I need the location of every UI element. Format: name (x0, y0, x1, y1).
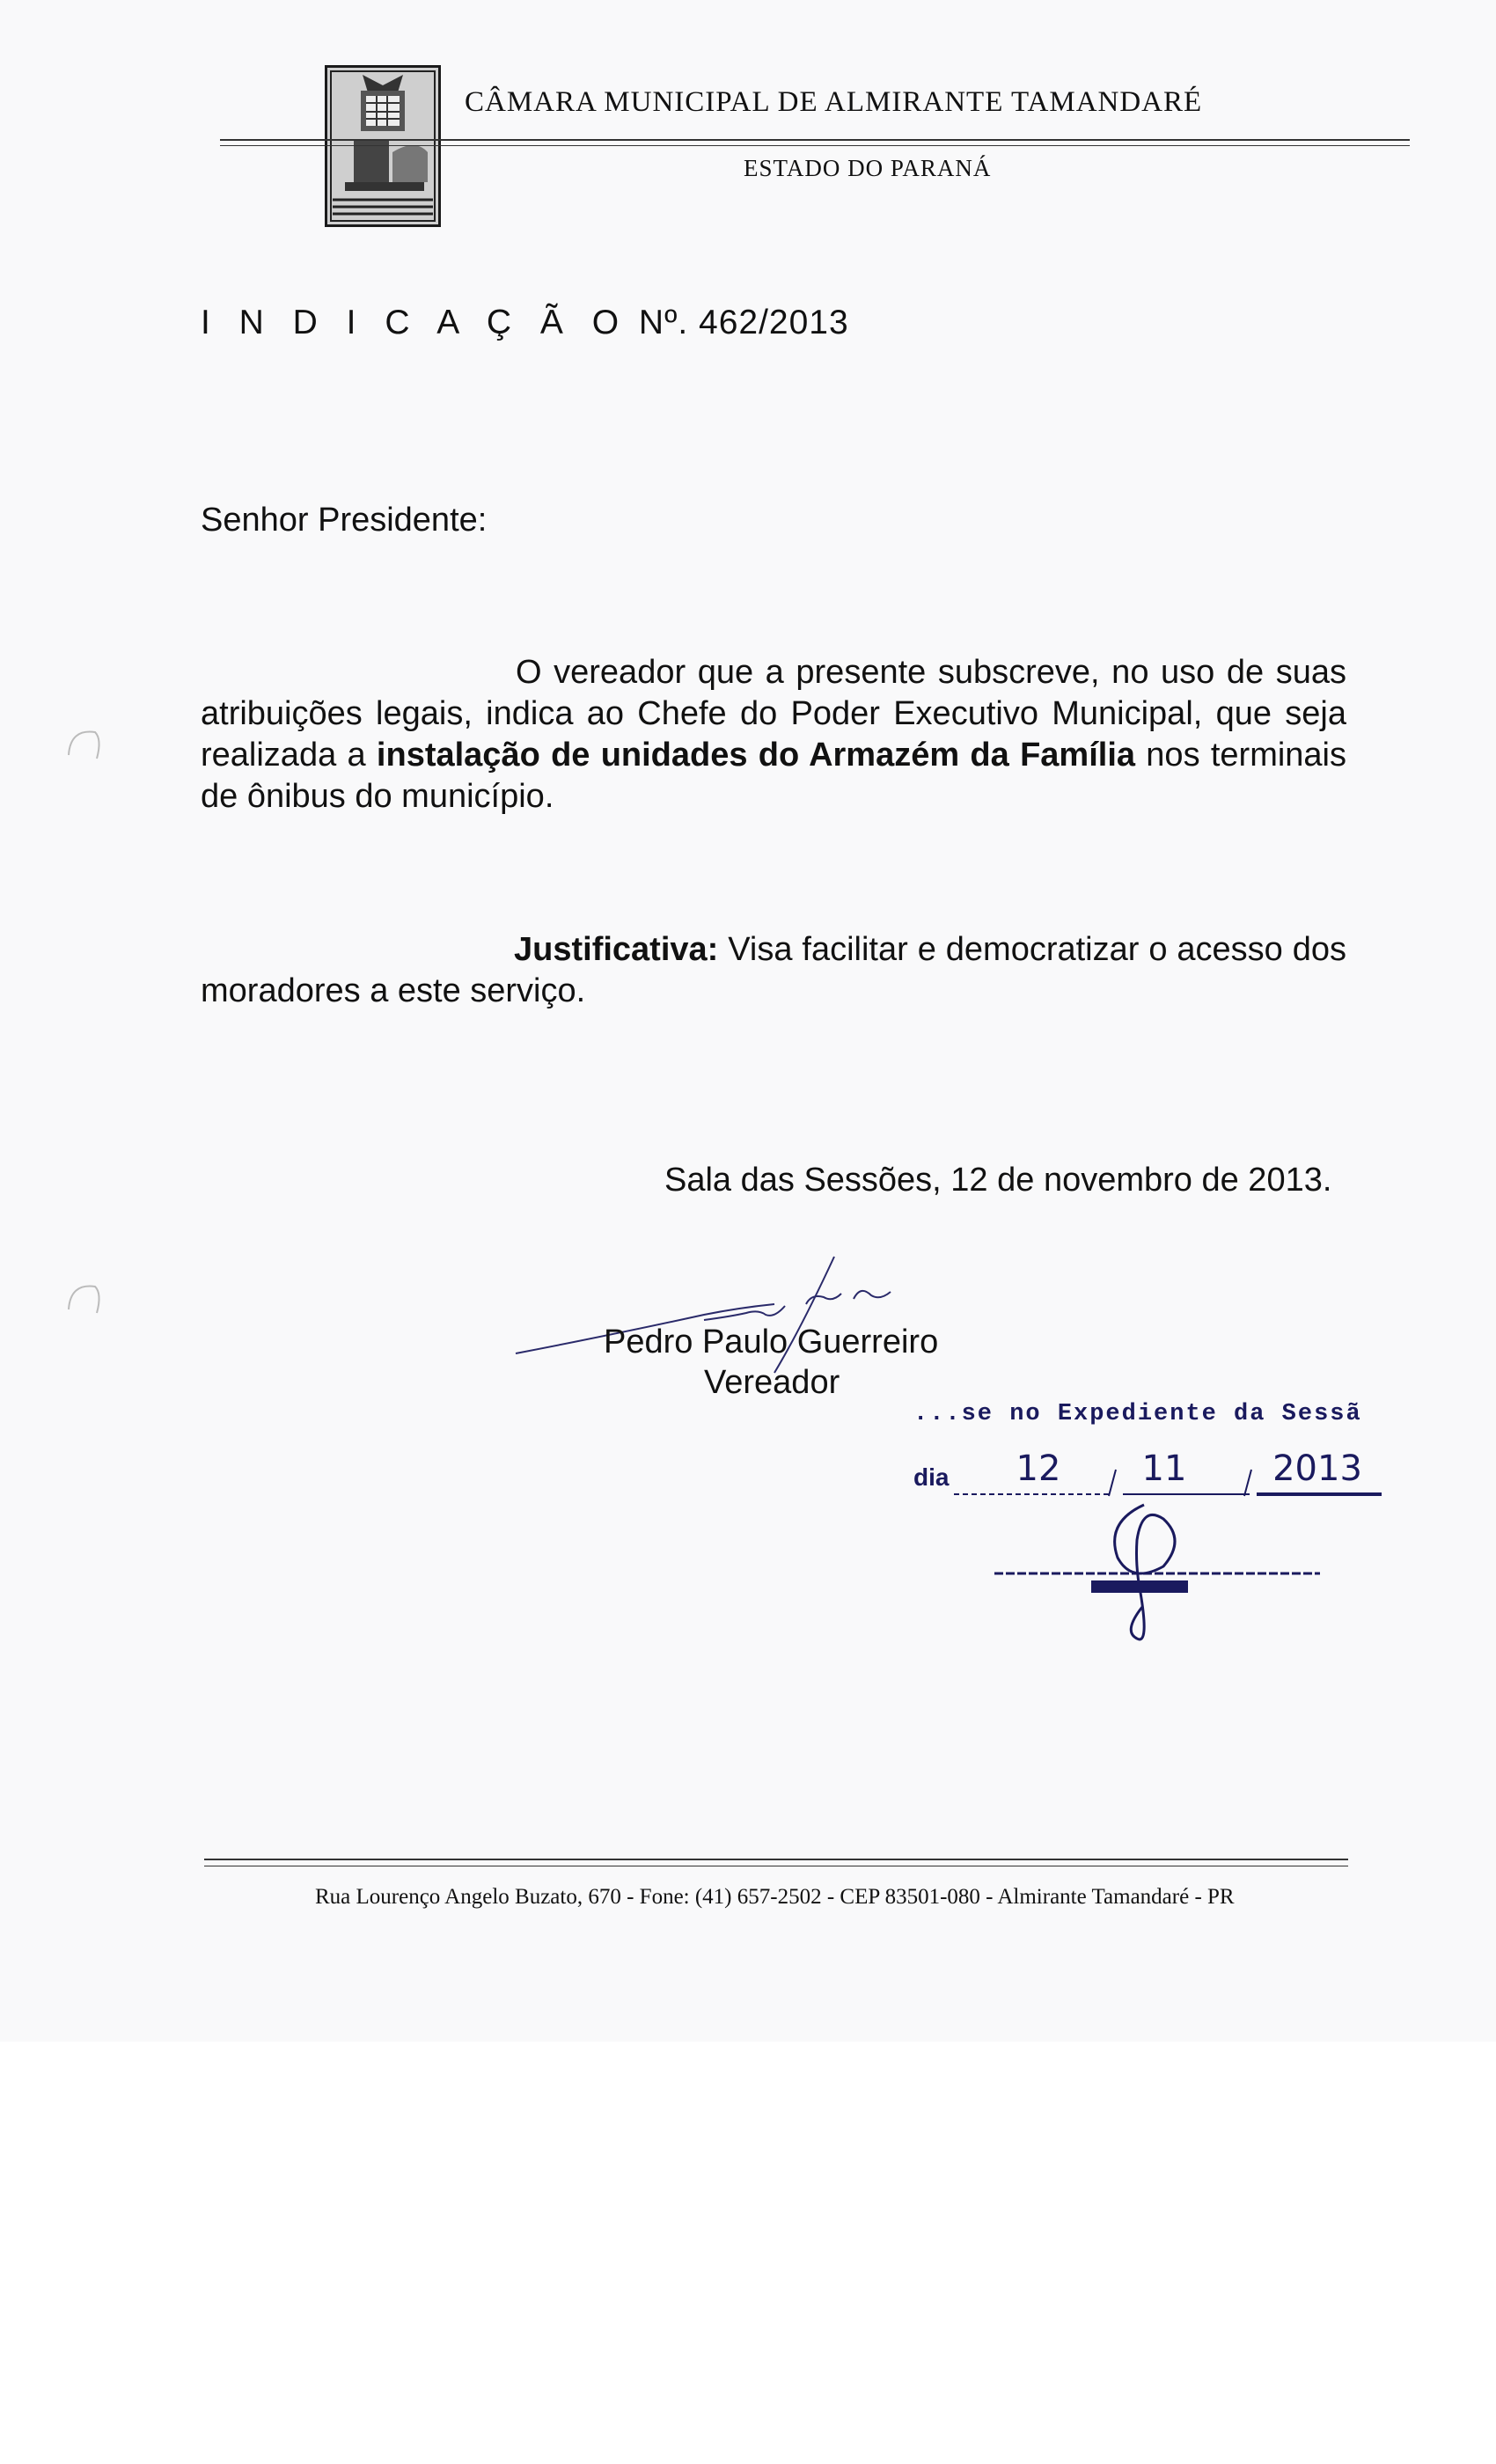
header-divider-thin (220, 145, 1410, 146)
punch-hole-mark-icon (62, 1274, 106, 1318)
stamp-day-label: dia (913, 1463, 950, 1491)
paragraph-text-end: nos terminais de ônibus do município. (201, 737, 1347, 815)
justification-paragraph (201, 929, 1346, 1012)
justification-label: Justificativa: (514, 931, 719, 968)
signer-name: Pedro Paulo Guerreiro (604, 1324, 939, 1360)
punch-hole-mark-icon (62, 720, 106, 764)
state-name: ESTADO DO PARANÁ (744, 155, 992, 181)
stamp-lines-and-initial (906, 1443, 1399, 1654)
footer-divider (204, 1859, 1348, 1860)
justification-text: Visa facilitar e democratizar o acesso dos moradores a este serviço. (201, 931, 1346, 1009)
organization-name: CÂMARA MUNICIPAL DE ALMIRANTE TAMANDARÉ (465, 86, 1203, 118)
stamp-header: ...se no Expediente da Sessã (913, 1401, 1362, 1427)
salutation: Senhor Presidente: (201, 502, 488, 539)
header-divider (220, 139, 1410, 141)
handwritten-signature (510, 1250, 924, 1382)
stamp-day: 12 (1016, 1448, 1061, 1489)
stamp-month: 11 (1141, 1448, 1187, 1489)
municipal-crest-icon (325, 65, 441, 227)
title-prefix: I N D I C A Ç Ã O (201, 304, 629, 341)
title-number: Nº. 462/2013 (638, 304, 849, 341)
document-title (201, 304, 849, 342)
footer-address: Rua Lourenço Angelo Buzato, 670 - Fone: (41) 657-2502 - CEP 83501-080 - Almirante Tamandaré - PR (315, 1885, 1235, 1909)
session-date-line: Sala das Sessões, 12 de novembro de 2013. (664, 1162, 1332, 1199)
paragraph-text-start: O vereador que a presente subscreve, no uso de suas atribuições legais, indica ao Chefe do Poder Executivo Municipal, que seja realizada a (201, 654, 1346, 774)
stamp-year: 2013 (1272, 1448, 1362, 1489)
paragraph-highlight: instalação de unidades do Armazém da Família (376, 737, 1136, 774)
main-paragraph (201, 652, 1346, 818)
signer-role: Vereador (704, 1364, 840, 1401)
